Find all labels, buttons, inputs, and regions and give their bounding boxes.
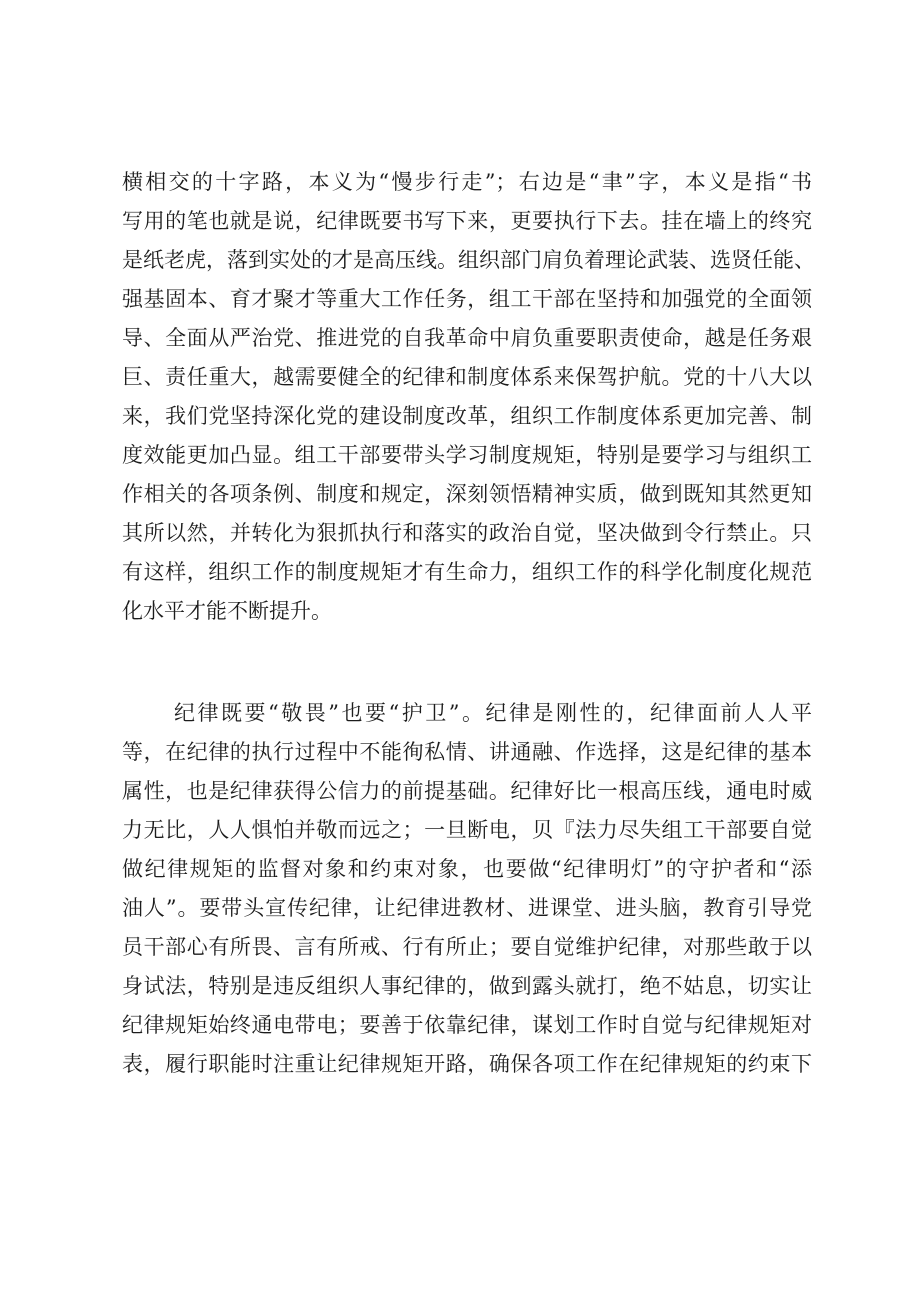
text-line: 油人”。要带头宣传纪律，让纪律进教材、进课堂、进头脑，教育引导党 <box>122 896 812 920</box>
text-line: 其所以然，并转化为狠抓执行和落实的政治自觉，坚决做到令行禁止。只 <box>122 521 812 545</box>
text-line: 巨、责任重大，越需要健全的纪律和制度体系来保驾护航。党的十八大以 <box>122 365 812 389</box>
text-line: 来，我们党坚持深化党的建设制度改革，组织工作制度体系更加完善、制 <box>122 404 812 428</box>
text-line: 有这样，组织工作的制度规矩才有生命力，组织工作的科学化制度化规范 <box>122 560 812 584</box>
text-line: 员干部心有所畏、言有所戒、行有所止；要自觉维护纪律，对那些敢于以 <box>122 935 812 959</box>
text-line: 纪律既要“敬畏”也要“护卫”。纪律是刚性的，纪律面前人人平 <box>174 701 812 725</box>
text-line: 横相交的十字路，本义为“慢步行走”；右边是“聿”字，本义是指“书 <box>122 170 812 194</box>
text-line: 是纸老虎，落到实处的才是高压线。组织部门肩负着理论武装、选贤任能、 <box>122 248 815 272</box>
text-line: 等，在纪律的执行过程中不能徇私情、讲通融、作选择，这是纪律的基本 <box>122 740 812 764</box>
text-line: 身试法，特别是违反组织人事纪律的，做到露头就打，绝不姑息，切实让 <box>122 974 812 998</box>
text-line: 纪律规矩始终通电带电；要善于依靠纪律，谋划工作时自觉与纪律规矩对 <box>122 1013 812 1037</box>
text-line: 导、全面从严治党、推进党的自我革命中肩负重要职责使命，越是任务艰 <box>122 326 812 350</box>
text-line: 属性，也是纪律获得公信力的前提基础。纪律好比一根高压线，通电时威 <box>122 779 812 803</box>
paragraph-discipline-guard <box>122 694 812 1084</box>
text-line: 化水平才能不断提升。 <box>122 599 332 623</box>
text-line: 写用的笔也就是说，纪律既要书写下来，更要执行下去。挂在墙上的终究 <box>122 209 812 233</box>
text-line: 强基固本、育才聚才等重大工作任务，组工干部在坚持和加强党的全面领 <box>122 287 812 311</box>
text-line: 表，履行职能时注重让纪律规矩开路，确保各项工作在纪律规矩的约束下 <box>122 1052 812 1076</box>
text-line: 力无比，人人惧怕并敬而远之；一旦断电，贝『法力尽失组工干部要自觉 <box>122 818 812 842</box>
paragraph-discipline-meaning <box>122 163 815 631</box>
text-line: 度效能更加凸显。组工干部要带头学习制度规矩，特别是要学习与组织工 <box>122 443 812 467</box>
text-line: 作相关的各项条例、制度和规定，深刻领悟精神实质，做到既知其然更知 <box>122 482 812 506</box>
text-line: 做纪律规矩的监督对象和约束对象，也要做“纪律明灯”的守护者和“添 <box>122 857 812 881</box>
